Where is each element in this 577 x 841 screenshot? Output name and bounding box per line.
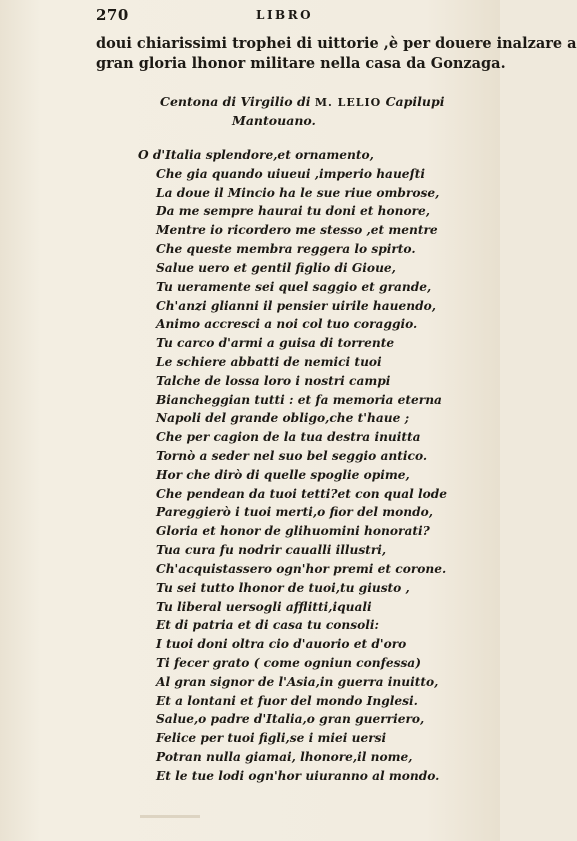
poem-line: Al gran signor de l'Asia,in guerra inuitto, bbox=[156, 674, 439, 689]
poem-line: Et di patria et di casa tu consoli: bbox=[156, 618, 380, 633]
poem-line: Ch'acquistassero ogn'hor premi et corone. bbox=[156, 561, 447, 576]
paper-mark bbox=[140, 815, 200, 818]
poem-line: Felice per tuoi figli,se i miei uersi bbox=[156, 731, 387, 746]
poem-line: Tu carco d'armi a guisa di torrente bbox=[156, 336, 395, 351]
running-head bbox=[96, 6, 476, 26]
poem-line: La doue il Mincio ha le sue riue ombrose, bbox=[156, 185, 440, 200]
intro-line: doui chiarissimi trophei di uittorie ,è per douere inalzare a bbox=[96, 35, 577, 52]
poem-line: Biancheggian tutti : et fa memoria eterna bbox=[156, 392, 442, 407]
poem-line: Tu liberal uersogli afflitti,iquali bbox=[156, 599, 372, 614]
poem-line: Gloria et honor de glihuomini honorati? bbox=[156, 524, 430, 539]
poem-line: Tu ueramente sei quel saggio et grande, bbox=[156, 279, 432, 294]
poem-line: Ti fecer grato ( come ogniun confessa) bbox=[156, 655, 421, 670]
poem-line: Salue uero et gentil figlio di Gioue, bbox=[156, 260, 396, 275]
poem-line: Le schiere abbatti de nemici tuoi bbox=[156, 354, 382, 369]
poem-line: Che pendean da tuoi tetti?et con qual lode bbox=[156, 486, 448, 501]
poem-line: Potran nulla giamai, lhonore,il nome, bbox=[156, 750, 413, 764]
intro-paragraph bbox=[96, 34, 577, 74]
heading-author: M. LELIO bbox=[314, 96, 382, 109]
running-title: LIBRO bbox=[256, 8, 314, 22]
heading-prefix: Centona di Virgilio di bbox=[160, 94, 315, 109]
intro-line: gran gloria lhonor militare nella casa da Gonzaga. bbox=[96, 55, 506, 72]
poem-line: Pareggierò i tuoi merti,o fior del mondo, bbox=[156, 505, 434, 520]
heading-suffix: Capilupi bbox=[381, 94, 445, 109]
poem-line: Da me sempre haurai tu doni et honore, bbox=[156, 204, 431, 219]
poem-line: Animo accresci a noi col tuo coraggio. bbox=[156, 317, 418, 332]
poem-line: Che per cagion de la tua destra inuitta bbox=[156, 430, 421, 445]
poem-line: Et a lontani et fuor del mondo Inglesi. bbox=[156, 693, 418, 708]
poem-line: Tu sei tutto lhonor de tuoi,tu giusto , bbox=[156, 580, 410, 595]
poem-body bbox=[138, 146, 478, 786]
poem-line: O d'Italia splendore,et ornamento, bbox=[138, 148, 374, 162]
poem-line: Che queste membra reggera lo spirto. bbox=[156, 242, 416, 257]
poem-line: Napoli del grande obligo,che t'haue ; bbox=[156, 411, 410, 426]
poem-line: I tuoi doni oltra cio d'auorio et d'oro bbox=[156, 637, 407, 652]
heading-line: Mantouano. bbox=[232, 113, 316, 128]
poem-heading bbox=[160, 93, 460, 130]
poem-line: Salue,o padre d'Italia,o gran guerriero, bbox=[156, 712, 425, 727]
heading-line bbox=[160, 93, 460, 112]
poem-line: Ch'anzi glianni il pensier uirile hauendo, bbox=[156, 298, 436, 313]
poem-line: Che gia quando uiueui ,imperio haueſti bbox=[156, 166, 426, 181]
poem-line: Hor che dirò di quelle spoglie opime, bbox=[156, 467, 410, 482]
poem-line: Talche de lossa loro i nostri campi bbox=[156, 373, 391, 388]
poem-line: Tornò a seder nel suo bel seggio antico. bbox=[156, 449, 428, 463]
poem-line: Mentre io ricordero me stesso ,et mentre bbox=[156, 223, 438, 238]
poem-line: Et le tue lodi ogn'hor uiuranno al mondo. bbox=[156, 768, 440, 783]
page-number: 270 bbox=[96, 6, 129, 24]
poem-line: Tua cura fu nodrir caualli illustri, bbox=[156, 543, 387, 558]
